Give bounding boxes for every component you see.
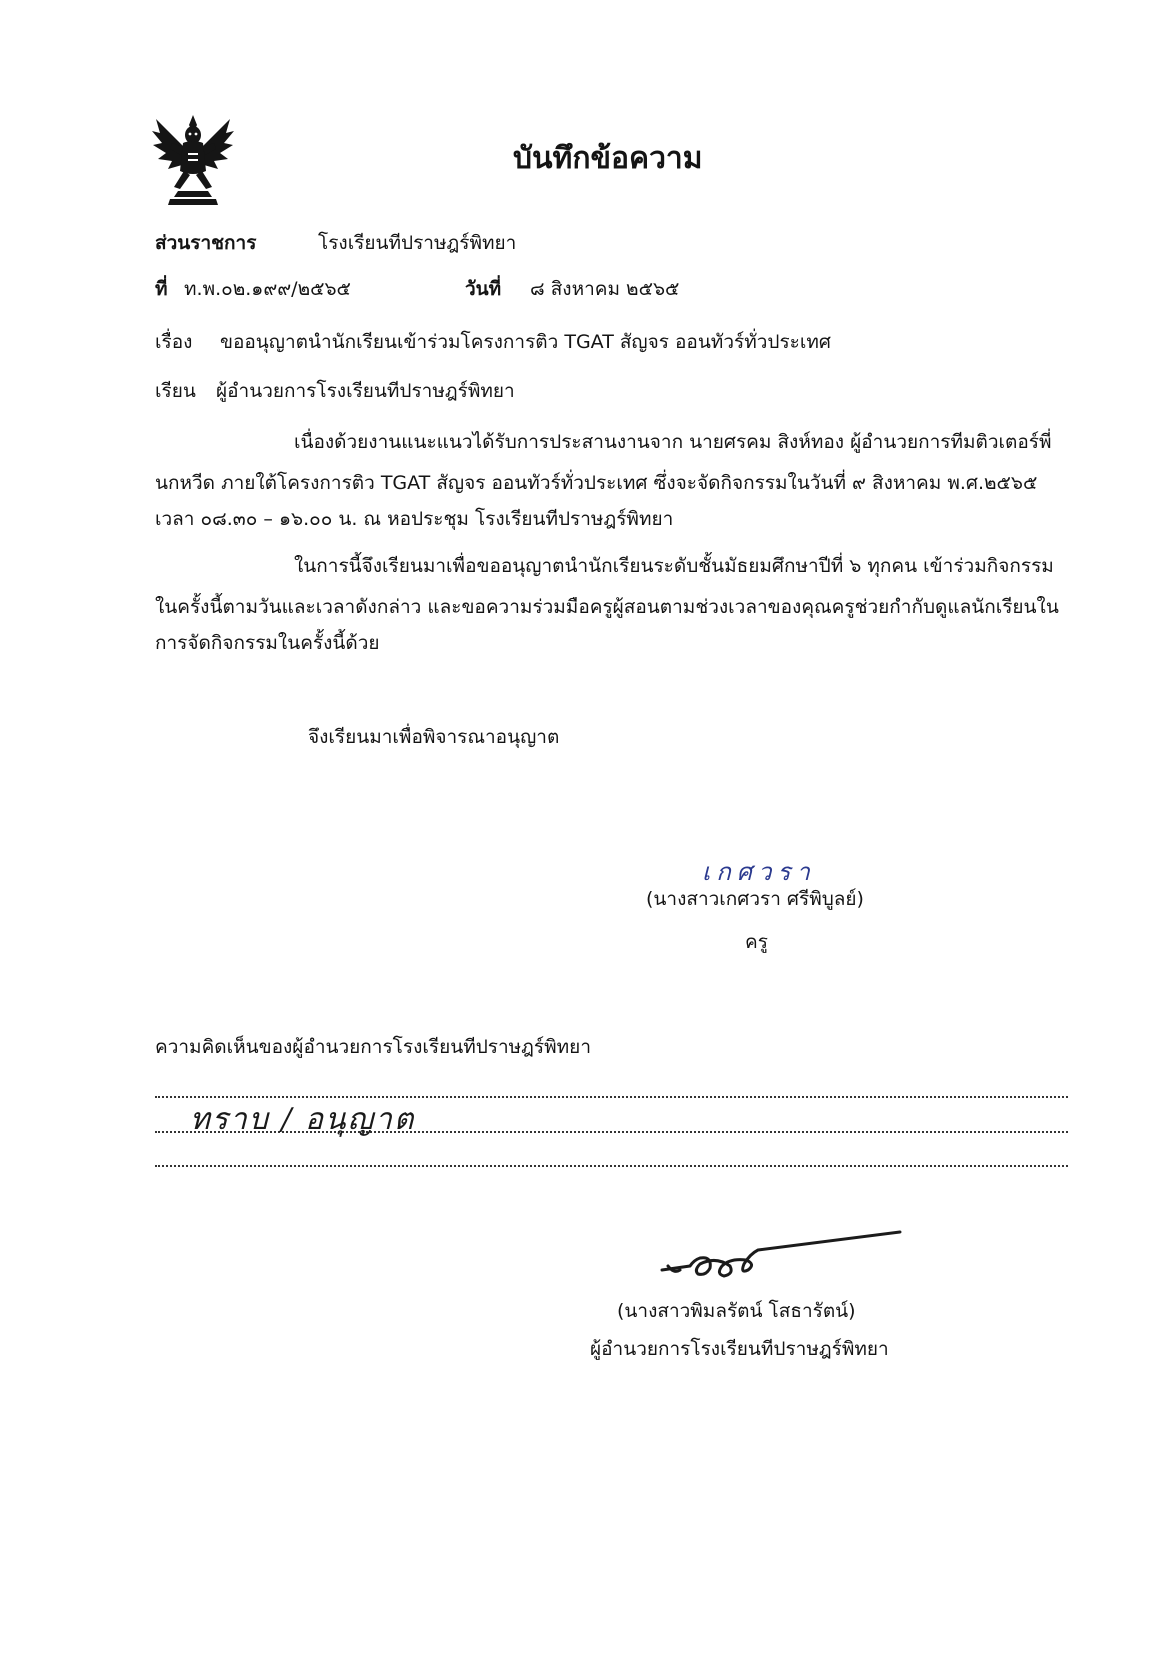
paragraph-1-line-2: นกหวีด ภายใต้โครงการติว TGAT สัญจร ออนทัวร์ทั่วประเทศ ซึ่งจะจัดกิจกรรมในวันที่ ๙ สิงหาคม พ.ศ.๒๕๖๕ [155, 472, 1038, 494]
agency-value: โรงเรียนทีปราษฎร์พิทยา [318, 232, 517, 254]
teacher-name: (นางสาวเกศวรา ศรีพิบูลย์) [646, 888, 864, 910]
date-label: วันที่ [465, 278, 502, 300]
paragraph-1-line-3: เวลา ๐๘.๓๐ – ๑๖.๐๐ น. ณ หอประชุม โรงเรียนทีปราษฎร์พิทยา [155, 508, 674, 530]
paragraph-2-line-3: การจัดกิจกรรมในครั้งนี้ด้วย [155, 632, 380, 654]
subject-value: ขออนุญาตนำนักเรียนเข้าร่วมโครงการติว TGAT สัญจร ออนทัวร์ทั่วประเทศ [220, 331, 831, 353]
subject-label: เรื่อง [155, 331, 193, 353]
memo-title: บันทึกข้อความ [513, 141, 703, 176]
garuda-emblem-icon [150, 113, 236, 208]
paragraph-2-line-2: ในครั้งนี้ตามวันและเวลาดังกล่าว และขอความร่วมมือครูผู้สอนตามช่วงเวลาของคุณครูช่วยกำกับดูแลนักเรียนใน [155, 596, 1059, 618]
date-value: ๘ สิงหาคม ๒๕๖๕ [530, 278, 680, 300]
director-handwritten-remark: ทราบ / อนุญาต [190, 1102, 416, 1137]
opinion-dotted-line-3 [155, 1165, 1068, 1167]
ref-label: ที่ [155, 278, 168, 300]
director-position: ผู้อำนวยการโรงเรียนทีปราษฎร์พิทยา [590, 1338, 889, 1360]
director-signature-scribble [660, 1230, 910, 1300]
paragraph-2-line-1: ในการนี้จึงเรียนมาเพื่อขออนุญาตนำนักเรียนระดับชั้นมัธยมศึกษาปีที่ ๖ ทุกคน เข้าร่วมกิจกรรม [294, 555, 1054, 577]
ref-value: ท.พ.๐๒.๑๙๙/๒๕๖๕ [184, 278, 351, 300]
to-label: เรียน [155, 380, 196, 402]
director-name: (นางสาวพิมลรัตน์ โสธารัตน์) [617, 1300, 856, 1322]
to-value: ผู้อำนวยการโรงเรียนทีปราษฎร์พิทยา [216, 380, 515, 402]
teacher-handwritten-signature: เกศวรา [702, 858, 816, 886]
agency-label: ส่วนราชการ [155, 232, 257, 254]
teacher-position: ครู [745, 931, 768, 953]
closing-text: จึงเรียนมาเพื่อพิจารณาอนุญาต [308, 726, 560, 748]
director-opinion-label: ความคิดเห็นของผู้อำนวยการโรงเรียนทีปราษฎร์พิทยา [155, 1036, 591, 1058]
paragraph-1-line-1: เนื่องด้วยงานแนะแนวได้รับการประสานงานจาก นายศรคม สิงห์ทอง ผู้อำนวยการทีมติวเตอร์พี่ [294, 431, 1052, 453]
